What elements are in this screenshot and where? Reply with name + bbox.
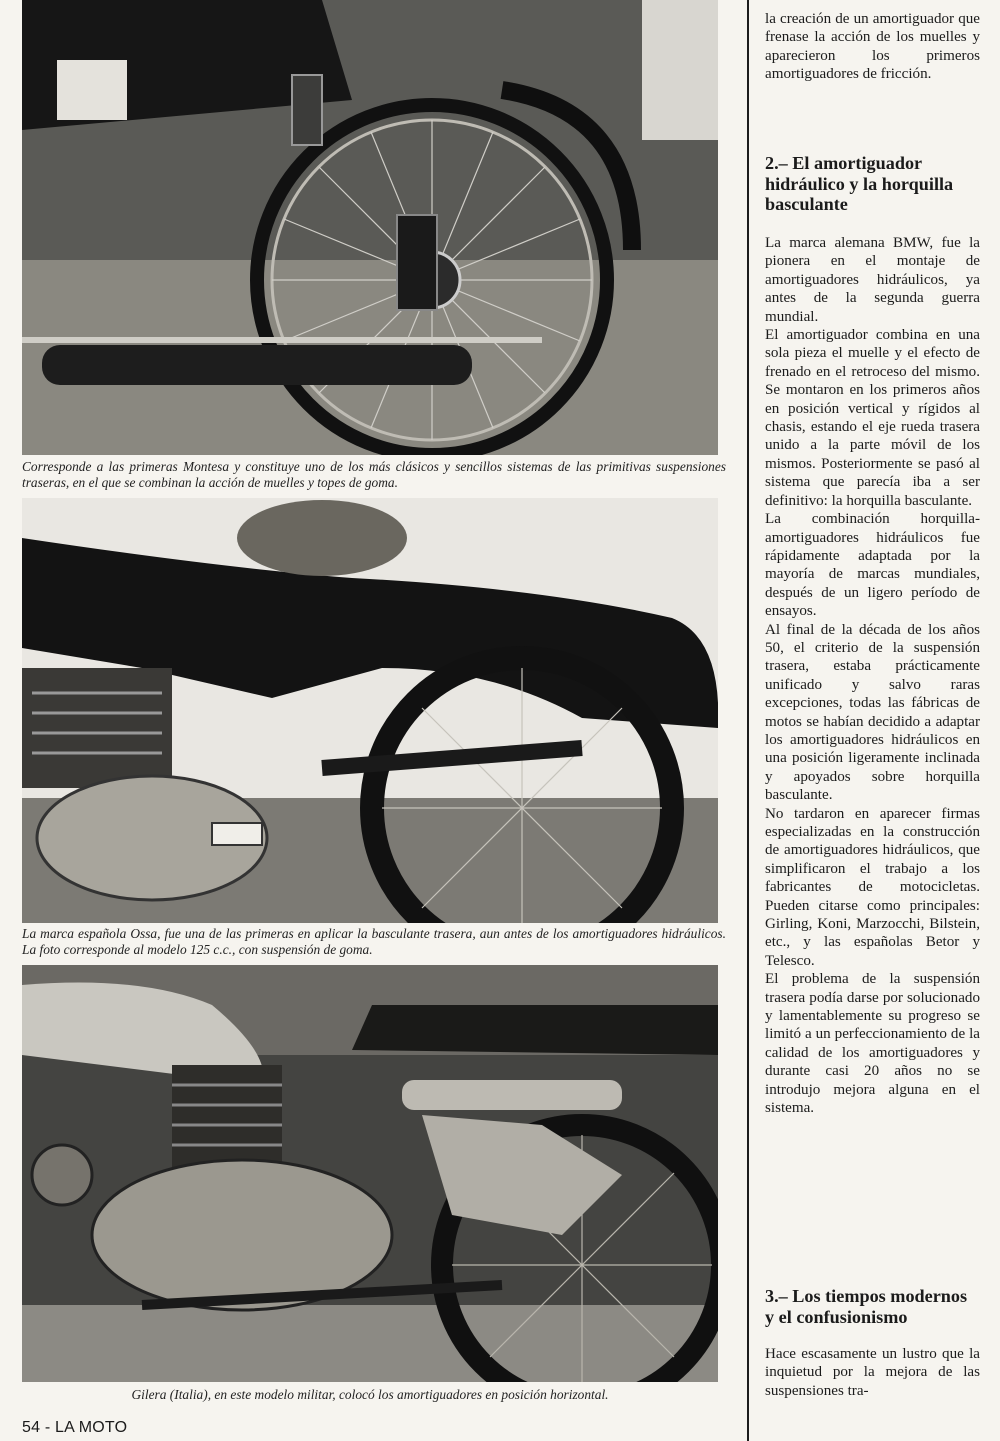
paragraph: Al final de la década de los años 50, el criterio de la suspensión trasera, estaba prácticamente unificado y salvo raras excepciones, todas las fábricas de motos se habían decidido a adaptar los amortiguadores hidráulicos en una posición ligeramente inclinada y apoyados sobre horquilla basculante. bbox=[765, 621, 980, 804]
article-text-intro bbox=[765, 10, 980, 84]
paragraph: La combinación horquilla-amortiguadores hidráulicos fue rápidamente adaptada por la mayoría de marcas mundiales, después de un ligero período de ensayos. bbox=[765, 511, 980, 620]
paragraph: El amortiguador combina en una sola pieza el muelle y el efecto de frenado en el retroceso del mismo. Se montaron en los primeros años en posición vertical y rígidos al chasis, estando el eje rueda trasera unido a la parte móvil de los mismos. Posteriormente se pasó al sistema que parecía iba a ser definitivo: la horquilla basculante. bbox=[765, 327, 980, 509]
column-divider bbox=[747, 0, 749, 1441]
article-text-section-3 bbox=[765, 1345, 980, 1400]
section-heading-2: 2.– El amortiguador hidráulico y la horquilla basculante bbox=[765, 153, 954, 214]
paragraph: la creación de un amortiguador que frenase la acción de los muelles y aparecieron los primeros amortiguadores de fricción. bbox=[765, 11, 980, 83]
article-text-section-2 bbox=[765, 234, 980, 1118]
photo-montesa bbox=[22, 0, 718, 455]
photo-gilera bbox=[22, 965, 718, 1382]
paragraph: No tardaron en aparecer firmas especializadas en la construcción de amortiguadores hidráulicos, que simplificaron el trabajo a los fabricantes de motocicletas. Pueden citarse como principales: Girling, Koni, Marzocchi, Bilstein, etc., y las españolas Betor y Telesco. bbox=[765, 805, 980, 969]
section-heading-3: 3.– Los tiempos modernos y el confusionismo bbox=[765, 1286, 968, 1327]
paragraph: El problema de la suspensión trasera podía darse por solucionado y lamentablemente su progreso se limitó a un perfeccionamiento de la calidad de los amortiguadores y durante casi 20 años no se introdujo mejora alguna en el sistema. bbox=[765, 971, 980, 1117]
photo-caption: La marca española Ossa, fue una de las primeras en aplicar la basculante trasera, aun antes de los amortiguadores hidráulicos. La foto corresponde al modelo 125 c.c., con suspensión de goma. bbox=[22, 926, 726, 957]
page-footer: 54 - LA MOTO bbox=[22, 1419, 128, 1436]
paragraph: La marca alemana BMW, fue la pionera en el montaje de amortiguadores hidráulicos, ya antes de la segunda guerra mundial. bbox=[765, 235, 980, 325]
paragraph: Hace escasamente un lustro que la inquietud por la mejora de las suspensiones tra- bbox=[765, 1346, 980, 1399]
photo-caption: Corresponde a las primeras Montesa y constituye uno de los más clásicos y sencillos sistemas de las primitivas suspensiones traseras, en el que se combinan la acción de muelles y topes de goma. bbox=[22, 459, 726, 490]
photo-caption: Gilera (Italia), en este modelo militar, colocó los amortiguadores en posición horizontal. bbox=[131, 1387, 609, 1402]
photo-ossa bbox=[22, 498, 718, 923]
